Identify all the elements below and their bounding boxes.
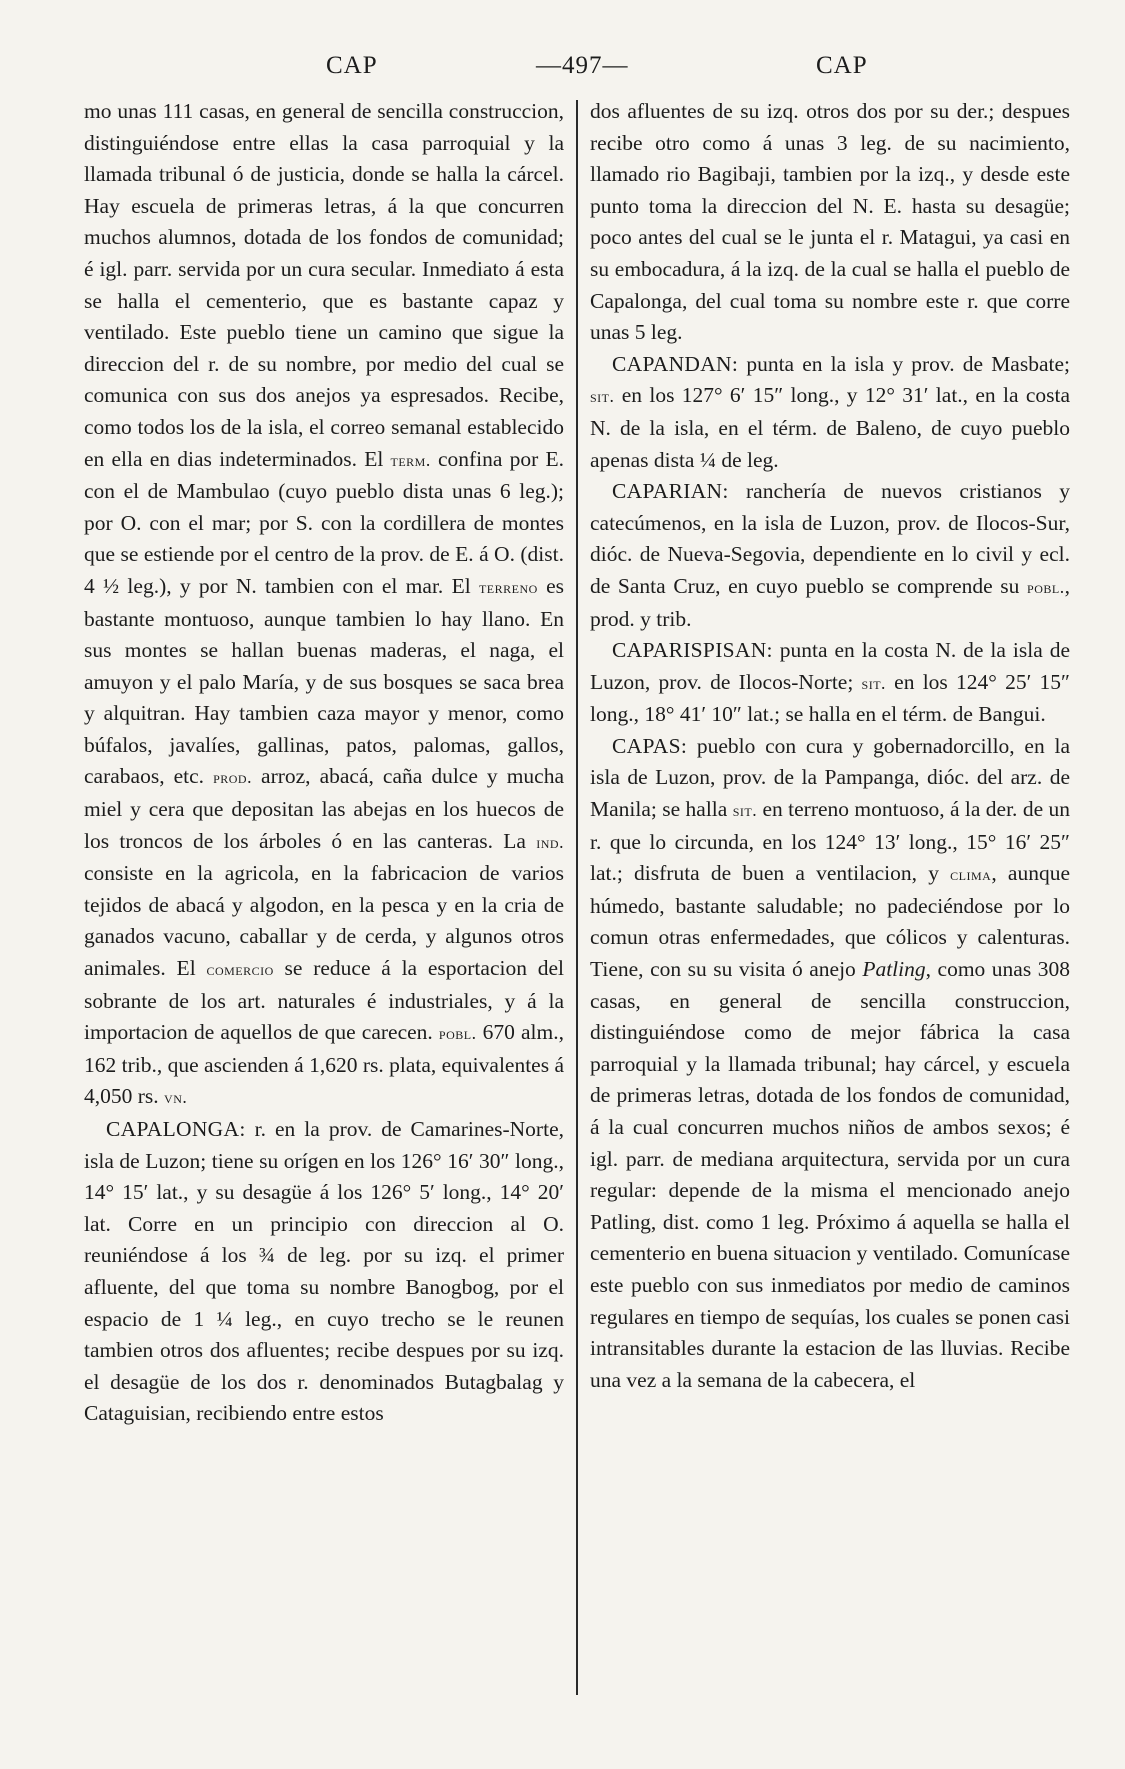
text-run: mo unas 111 casas, en general de sencilla construccion, distinguiéndose entre ellas la casa parroquial y la llamada tribunal ó de justicia, donde se halla la cárcel. Hay escuela de primeras letras, á la que concurren muchos alumnos, dotada de los fondos de comunidad; é igl. parr. servida por un cura secular. Inmediato á esta se halla el cementerio, que es bastante capaz y ventilado. Este pueblo tiene un camino que sigue la direccion del r. de su nombre, por medio del cual se comunica con sus dos anejos ya espresados. Recibe, como todos los de la isla, el correo semanal establecido en ella en dias indeterminados. El: [84, 99, 564, 471]
abbrev-pobl: pobl.: [438, 1023, 477, 1044]
text-run: es bastante montuoso, aunque tambien lo hay llano. En sus montes se hallan buenas maderas, el naga, el amuyon y el palo María, y de sus bosques se saca brea y alquitran. Hay tambien caza mayor y menor, como búfalos, javalíes, gallinas, patos, palomas, gallos, carabaos, etc.: [84, 573, 564, 789]
abbrev-sit: sit.: [732, 800, 758, 821]
abbrev-terreno: terreno: [478, 576, 538, 597]
right-column: [590, 96, 1070, 1396]
text-run: , prod. y trib.: [590, 573, 1070, 631]
entry-headword: CAPARISPISAN:: [612, 638, 773, 663]
left-column: [84, 96, 564, 1430]
entry-headword: CAPANDAN:: [612, 351, 739, 376]
text-run: , como unas 308 casas, en general de sencilla construccion, distinguiéndose como de mejor fábrica la casa parroquial y la llamada tribunal; hay cárcel, y escuela de primeras letras, dotada de los fondos de comunidad, á la cual concurren muchos niños de ambos sexos; é igl. parr. de mediana arquitectura, servida por un cura regular: depende de la misma el mencionado anejo Patling, dist. como 1 leg. Próximo á aquella se halla el cementerio en buena situacion y ventilado. Comunícase este pueblo con sus inmediatos por medio de caminos regulares en tiempo de sequías, los cuales se ponen casi intransitables durante la estacion de las lluvias. Recibe una vez a la semana de la cabecera, el: [590, 957, 1070, 1392]
header-left-keyword: CAP: [326, 52, 378, 79]
text-run: se reduce á la esportacion del sobrante de los art. naturales é industriales, y á la importacion de aquellos de que carecen.: [84, 956, 564, 1045]
entry-capas: [590, 731, 1070, 1396]
text-run: en terreno montuoso, á la der. de un r. que lo circunda, en los 124° 13′ long., 15° 16′ 25″ lat.; disfruta de buen a ventilacion, y: [590, 797, 1070, 886]
text-run: 670 alm., 162 trib., que ascienden á 1,620 rs. plata, equivalentes á 4,050 rs.: [84, 1020, 565, 1109]
text-run: punta en la costa N. de la isla de Luzon, prov. de Ilocos-Norte;: [590, 638, 1070, 694]
entry-headword: CAPALONGA:: [106, 1117, 246, 1141]
text-run: confina por E. con el de Mambulao (cuyo pueblo dista unas 6 leg.); por O. con el mar; por S. con la cordillera de montes que se estiende por el centro de la prov. de E. á O. (dist. 4 ½ leg.), y por N. tambien con el mar. El: [84, 446, 564, 598]
entry-capalonga: [84, 1114, 564, 1430]
entry-capandan: [590, 349, 1070, 476]
abbrev-sit: sit.: [861, 672, 886, 693]
entry-caparian: [590, 476, 1070, 635]
abbrev-prod: prod.: [213, 767, 252, 788]
running-header: [0, 52, 1125, 92]
abbrev-term: term.: [390, 449, 431, 470]
abbrev-vn: vn.: [164, 1087, 188, 1108]
text-run: ranchería de nuevos cristianos y catecúmenos, en la isla de Luzon, prov. de Ilocos-Sur, dióc. de Nueva-Segovia, dependiente en lo civil y ecl. de Santa Cruz, en cuyo pueblo se comprende su: [590, 479, 1070, 598]
abbrev-ind: ind.: [536, 831, 564, 852]
header-right-keyword: CAP: [816, 52, 868, 79]
abbrev-clima: clima: [950, 864, 992, 885]
entry-headword: CAPAS:: [612, 733, 688, 758]
place-name-italic: Patling: [862, 957, 926, 982]
column-divider: [576, 100, 578, 1695]
abbrev-comercio: comercio: [206, 959, 274, 980]
entry-continuation-paragraph: [84, 96, 564, 1114]
text-run: r. en la prov. de Camarines-Norte, isla de Luzon; tiene su orígen en los 126° 16′ 30″ long., 14° 15′ lat., y su desagüe á los 126° 5′ long., 14° 20′ lat. Corre en un principio con direccion al O. reuniéndose á los ¾ de leg. por su izq. el primer afluente, del que toma su nombre Banogbog, por el espacio de 1 ¼ leg., en cuyo trecho se le reunen tambien otros dos afluentes; recibe despues por su izq. el desagüe de los dos r. denominados Butagbalag y Cataguisian, recibiendo entre estos: [84, 1117, 564, 1426]
text-run: en los 127° 6′ 15″ long., y 12° 31′ lat., en la costa N. de la isla, en el térm. de Baleno, de cuyo pueblo apenas dista ¼ de leg.: [590, 383, 1070, 472]
text-run: punta en la isla y prov. de Masbate;: [738, 351, 1070, 376]
abbrev-sit: sit.: [590, 386, 615, 407]
text-run: en los 124° 25′ 15″ long., 18° 41′ 10″ lat.; se halla en el térm. de Bangui.: [590, 669, 1070, 727]
entry-caparispisan: [590, 635, 1070, 731]
text-run: pueblo con cura y gobernadorcillo, en la isla de Luzon, prov. de la Pampanga, dióc. del arz. de Manila; se halla: [590, 733, 1070, 822]
text-run: consiste en la agricola, en la fabricacion de varios tejidos de abacá y algodon, en la pesca y en la cria de ganados vacuno, caballar y de cerda, y algunos otros animales. El: [84, 861, 564, 981]
text-run: , aunque húmedo, bastante saludable; no padeciéndose por lo comun otras enfermedades, que cólicos y calenturas. Tiene, con su su visita ó anejo: [590, 861, 1070, 982]
text-run: arroz, abacá, caña dulce y mucha miel y cera que depositan las abejas en los huecos de los troncos de los árboles ó en las canteras. La: [84, 764, 564, 853]
entry-continuation-paragraph: dos afluentes de su izq. otros dos por su der.; despues recibe otro como á unas 3 leg. de su nacimiento, llamado rio Bagibaji, tambien por la izq., y desde este punto toma la direccion del N. E. hasta su desagüe; poco antes del cual se le junta el r. Matagui, ya casi en su embocadura, á la izq. de la cual se halla el pueblo de Capalonga, del cual toma su nombre este r. que corre unas 5 leg.: [590, 99, 1070, 345]
abbrev-pobl: pobl.: [1027, 576, 1065, 597]
entry-headword: CAPARIAN:: [612, 479, 729, 504]
page-number: —497—: [536, 52, 629, 79]
